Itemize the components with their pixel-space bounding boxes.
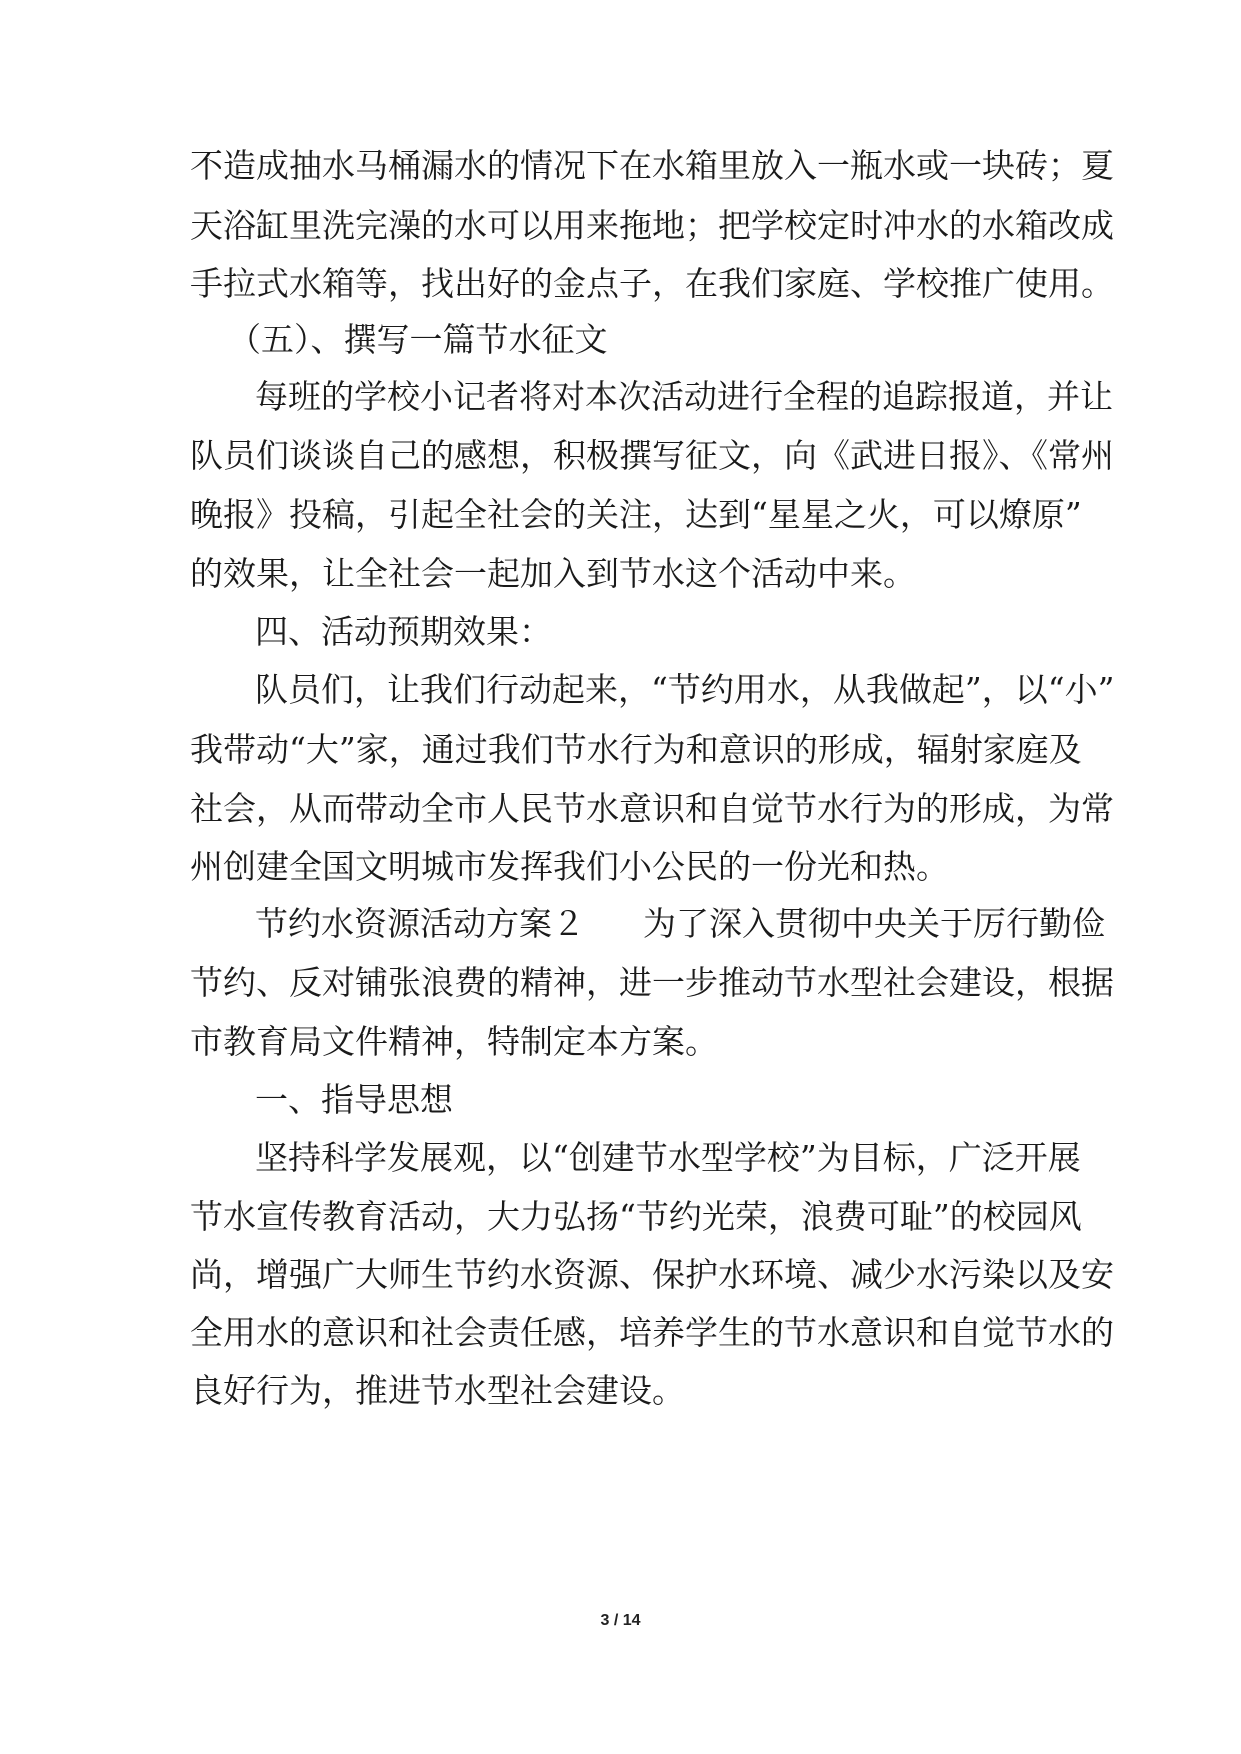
text-line: 每班的学校小记者将对本次活动进行全程的追踪报道，并让 xyxy=(255,377,1113,416)
text-line xyxy=(255,904,1105,944)
text-line: 尚，增强广大师生节约水资源、保护水环境、减少水污染以及安 xyxy=(190,1255,1114,1294)
plan-title: 节约水资源活动方案２ xyxy=(255,904,585,943)
section-heading: 四、活动预期效果： xyxy=(255,612,552,651)
text-line: 队员们谈谈自己的感想，积极撰写征文，向《武进日报》、《常州 xyxy=(190,436,1114,475)
text-line: 全用水的意识和社会责任感，培养学生的节水意识和自觉节水的 xyxy=(190,1313,1114,1352)
text-line: 天浴缸里洗完澡的水可以用来拖地；把学校定时冲水的水箱改成 xyxy=(190,206,1114,245)
text-line: 手拉式水箱等，找出好的金点子，在我们家庭、学校推广使用。 xyxy=(190,264,1114,303)
text-line: 社会，从而带动全市人民节水意识和自觉节水行为的形成，为常 xyxy=(190,789,1114,828)
text-line: 坚持科学发展观，以“创建节水型学校”为目标，广泛开展 xyxy=(255,1138,1081,1177)
text-line: 队员们，让我们行动起来，“节约用水，从我做起”，以“小” xyxy=(255,670,1115,709)
section-heading: 一、指导思想 xyxy=(255,1080,453,1119)
text-line: 州创建全国文明城市发挥我们小公民的一份光和热。 xyxy=(190,847,949,886)
text-line: 市教育局文件精神，特制定本方案。 xyxy=(190,1022,718,1061)
text-line: 节水宣传教育活动，大力弘扬“节约光荣，浪费可耻”的校园风 xyxy=(190,1197,1082,1236)
section-heading: （五）、撰写一篇节水征文 xyxy=(228,320,608,359)
text-line: 的效果，让全社会一起加入到节水这个活动中来。 xyxy=(190,554,916,593)
text-line: 节约、反对铺张浪费的精神，进一步推动节水型社会建设，根据 xyxy=(190,963,1114,1002)
plan-intro: 为了深入贯彻中央关于厉行勤俭 xyxy=(643,904,1105,943)
text-line: 不造成抽水马桶漏水的情况下在水箱里放入一瓶水或一块砖；夏 xyxy=(190,146,1114,185)
text-line: 我带动“大”家，通过我们节水行为和意识的形成，辐射家庭及 xyxy=(190,730,1082,769)
text-line: 晚报》投稿，引起全社会的关注，达到“星星之火，可以燎原” xyxy=(190,495,1082,534)
text-line: 良好行为，推进节水型社会建设。 xyxy=(190,1371,685,1410)
page-number: 3 / 14 xyxy=(600,1612,641,1629)
